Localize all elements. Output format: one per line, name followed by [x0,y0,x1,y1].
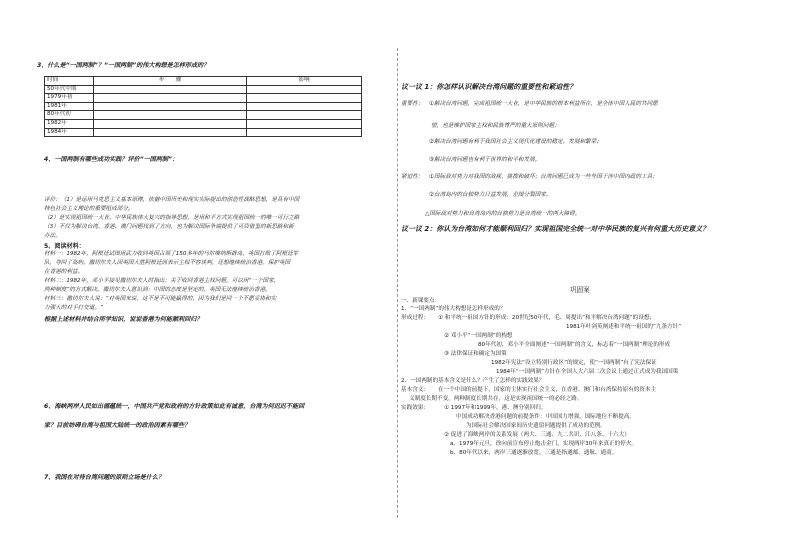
urgency-item: ②台湾岛内的台独势力日益发展，企图分裂国家。 [429,192,552,198]
material-line: 材料三：撒切尔夫人说：“对英国来说，这不是不可能赢得的，因为我们是同一个不愿妥协和实 [44,296,277,302]
discussion-2: 议一议 2：你认为台湾如何才能顺利回归？实现祖国完全统一对中华民族的复兴有何重大历史意义？ [401,225,710,233]
section-title: 巩固案 [570,286,590,294]
material-line: 在香港的利益。 [44,269,84,275]
meaning-line: 在一个中国的前提下，国家的主体实行社会主义，在香港、澳门和台湾保持原有的资本主 [438,387,657,393]
point-1-question: 1、“一国两制”的伟大构想是怎样形成的？ [401,306,506,312]
formation-line: 80年代初，邓小平全面阐述“一国两制”的含义，标志着“一国两制”理论的形成 [478,342,671,348]
table-header-steps: 步 骤 [94,77,247,86]
evaluation-block [44,197,374,242]
table-cell-time: 50年代中期 [45,85,94,94]
question-5: 5、阅读材料： [44,243,85,250]
table-row [45,119,362,128]
practice-line: ② 促进了海峡两岸的关系发展（两大、三通、九二共识、江八条、十六大） [444,432,630,438]
material-line: 队，夺回了岛屿。撒切尔夫人因英国大胜阿根廷而表示主权不容谈判，还想继续统治香港，保护英国 [44,260,291,266]
practice-line: ① 1997年和1999年，港、澳分别回归。 [444,405,547,411]
material-line: 两种制度”的方式解决。撒切尔夫人意识到：中国的态度是坚定的，英国无法继续统治香港。 [44,287,271,293]
urgency-label: 紧迫性： [401,174,424,180]
practice-line: 为国际社会解决国家间历史遗留问题提供了成功的范例。 [466,423,606,429]
evaluation-line: （2）是实现祖国统一大业、中华民族伟大复兴的指导思想，是用和平方式实现祖国统一的唯一可行之路 [44,215,300,221]
table-cell-step[interactable] [94,128,247,137]
question-6-line1: 6、海峡两岸人民如出德蕴统一，中国共产党和政府的方针政策如此有诚意，台湾为何迟迟不能回 [44,403,305,410]
formation-line: 1981年叶剑英阐述和平统一祖国的“九条方针” [566,324,682,330]
table-cell-step[interactable] [94,119,247,128]
formation-line: 1982年宪法“设立特别行政区”的规定，使“一国两制”有了宪法保证 [491,360,657,366]
formation-label: 形成过程： [401,315,429,321]
table-cell-time: 1981年 [45,102,94,111]
material-line: 材料一：1982年，阿根廷试图用武力收回英国占领了150多年的马尔维纳斯群岛，英国打败了阿根廷军 [44,251,299,257]
table-cell-impact[interactable] [247,111,362,120]
practice-line: a、1979年元旦，徐向前宣布停止炮击金门，实现两岸30年来真正的停火。 [450,441,638,447]
table-row [45,111,362,120]
importance-item: ②解决台湾问题有利于我国社会主义现代化建设的稳定、发展和繁荣； [429,139,602,145]
table-cell-impact[interactable] [247,119,362,128]
table-row [45,85,362,94]
table-cell-impact[interactable] [247,85,362,94]
importance-item: 望，也是维护国家主权和民族尊严的重大原则问题； [431,123,560,129]
material-line: 材料二：1982年，邓小平接见撒切尔夫人时指出：关于收回香港主权问题，可以用“一个国家， [44,278,280,284]
table-cell-time: 1979年初 [45,94,94,103]
evaluation-line: 办法。 [44,233,61,239]
practice-label: 实践效果： [401,405,429,411]
table-cell-time: 1984年 [45,128,94,137]
practice-line: b、80年代以来，两岸三通逐渐放宽，三通是指通邮、通航、通商。 [450,450,618,456]
meaning-line: 义制度长期不变，两种制度长期共存，这是实现祖国统一的必经之路。 [409,396,583,402]
table-header-impact: 影响 [247,77,362,86]
table-cell-step[interactable] [94,111,247,120]
discussion-1: 议一议 1：你怎样认识解决台湾问题的重要性和紧迫性？ [401,83,577,91]
urgency-item: ①国际敌对势力对我国的敌视、挑拨和破坏；台湾问题已成为一些外国干涉中国内政的工具； [429,174,658,180]
table-cell-impact[interactable] [247,94,362,103]
formation-line: ① 和平统一祖国方针的形成：20世纪50年代，毛、周提出“和平解决台湾问题”的设想； [438,315,656,321]
evaluation-line: 特色社会主义理论的重要组成部分。 [44,206,134,212]
meaning-label: 基本含义： [401,387,429,393]
table-cell-impact[interactable] [247,102,362,111]
formation-line: ② 邓小平“一国两制”的构想 [444,333,513,339]
table-cell-step[interactable] [94,85,247,94]
new-lesson-title: 一、新课要点： [401,298,441,304]
table-cell-time: 80年代初 [45,111,94,120]
importance-item: ③解决台湾问题也有利于世界的和平和发展。 [429,157,541,163]
evaluation-line: （3）不仅为解决台湾、香港、澳门问题找到了方向，也为解决国际争端提供了可资借鉴的新思路和新 [44,224,294,230]
formation-line: 1984年“一国两制”方针在全国人大六届二次会议上通过正式成为我国国策 [496,369,679,375]
formation-line: ③ 法律保证和确定为国策 [444,351,507,357]
question-6-line2: 家？目前妨碍台湾与祖国大陆统一的政治因素有哪些？ [44,422,191,429]
question-7: 7、我国在对待台湾问题的原则立场是什么？ [44,474,165,481]
table-cell-time: 1982年 [45,119,94,128]
question-3: 3、什么是“一国两制”？“一国两制”的伟大构想是怎样形成的？ [37,62,210,69]
table-cell-impact[interactable] [247,128,362,137]
table-header-row [45,77,362,86]
table-cell-step[interactable] [94,94,247,103]
point-2-question: 2、一国两制的基本含义是什么？产生了怎样的实践效果？ [401,378,545,384]
question-4: 4、一国两制有哪些成功实践？评价“一国两制”： [44,156,178,163]
question-5-prompt: 根据上述材料并结合所学知识，说说香港为何能顺利回归？ [44,316,203,323]
practice-line: 中国成功解决香港问题的前提条件：中国国力增强，国际地位不断提高。 [456,414,636,420]
importance-item: ①解决台湾问题，完成祖国统一大业，是中华民族的根本利益所在，是全体中国人民的共同愿 [429,101,658,107]
material-line: 力强大的对手打交道。” [44,305,103,311]
page-divider [397,48,398,518]
obstacles-summary: △国际敌对势力和台湾岛内的台独势力是台湾统一的两大障碍。 [425,211,581,217]
table-cell-step[interactable] [94,102,247,111]
evaluation-line: 评价：（1）是运用马克思主义基本原理，依据中国历史和现实实际提出的创造性战略思想，是具有中国 [44,197,300,203]
table-row [45,128,362,137]
table-row [45,94,362,103]
table-row [45,102,362,111]
table-header-time: 时间 [45,77,94,86]
materials-block [44,251,374,314]
timeline-table [44,76,362,137]
importance-label: 重要性： [401,101,424,107]
